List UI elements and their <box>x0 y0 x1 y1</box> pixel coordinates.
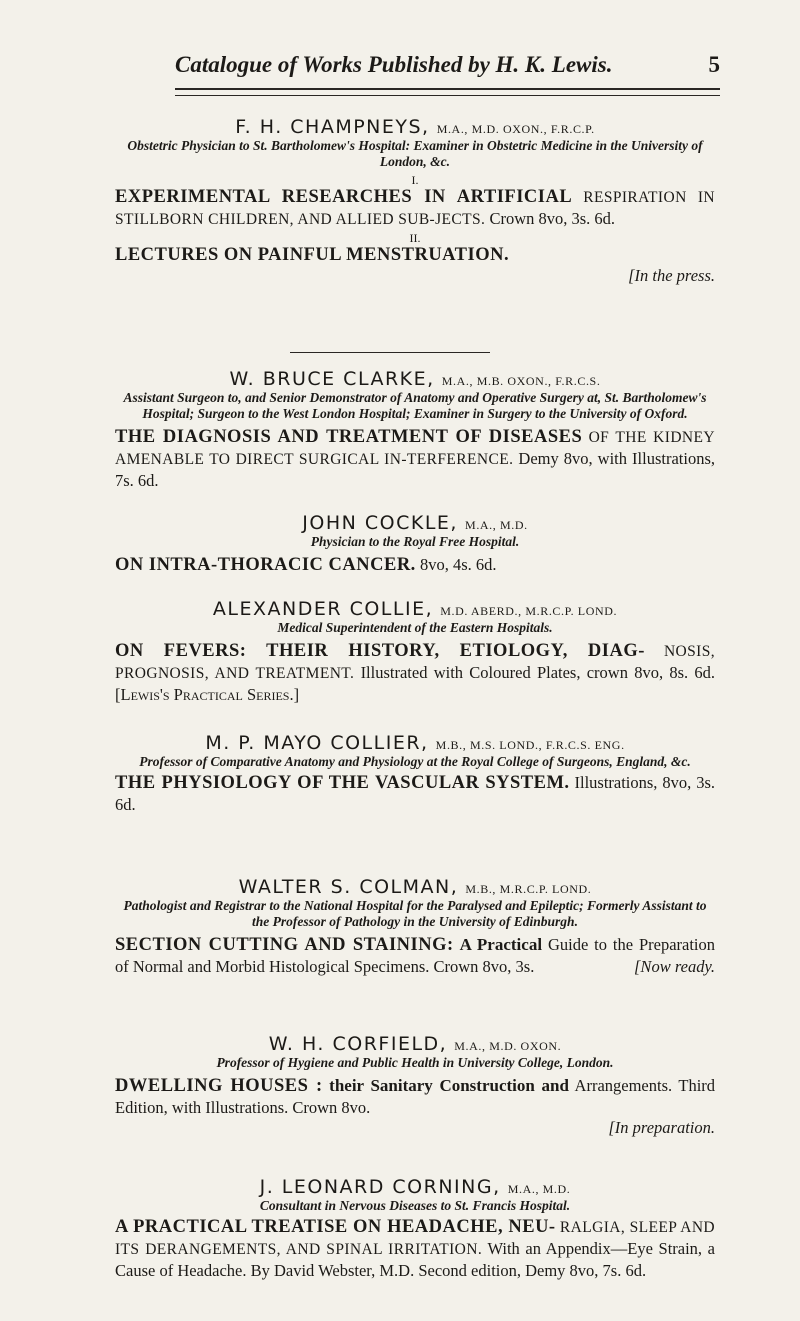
author-name: F. H. CHAMPNEYS, <box>235 116 430 138</box>
work-title: DWELLING HOUSES : <box>115 1076 323 1096</box>
header-rule <box>175 88 720 96</box>
author-name: WALTER S. COLMAN, <box>238 876 459 898</box>
author-name: W. H. CORFIELD, <box>268 1033 448 1055</box>
author-heading <box>115 368 715 390</box>
author-affiliation: Professor of Hygiene and Public Health in University College, London. <box>216 1055 614 1070</box>
work-title-rest: A Practical <box>459 935 543 954</box>
author-heading <box>115 876 715 898</box>
author-name: ALEXANDER COLLIE, <box>212 598 434 620</box>
work-details: Arrangements. Third Edition, with Illustrations. Crown 8vo. <box>115 1076 716 1117</box>
work-subtitle: OF THE KIDNEY AMENABLE TO DIRECT SURGICAL IN-TERFERENCE. <box>115 429 715 468</box>
work-entry <box>115 1075 715 1118</box>
work-number: II. <box>409 231 421 245</box>
work-status: [Now ready. <box>634 957 715 976</box>
work-details: With an Appendix—Eye Strain, a Cause of Headache. By David Webster, M.D. Second edition, Demy 8vo, 7s. 6d. <box>115 1239 715 1280</box>
entry-cockle <box>115 512 715 576</box>
author-degrees: M.A., M.D. <box>465 518 528 532</box>
entry-collie <box>115 598 715 705</box>
work-title-rest: their Sanitary Construction and <box>329 1076 569 1095</box>
author-degrees: M.A., M.D. <box>507 1182 571 1196</box>
running-title: Catalogue of Works Published by H. K. Lewis. <box>175 52 613 77</box>
entry-corning <box>115 1176 715 1281</box>
page-number: 5 <box>708 52 720 77</box>
author-affiliation: Physician to the Royal Free Hospital. <box>310 534 520 549</box>
work-details: Crown 8vo, 3s. 6d. <box>489 209 616 228</box>
author-heading <box>115 116 715 138</box>
author-degrees: M.B., M.R.C.P. LOND. <box>465 882 592 896</box>
work-title: SECTION CUTTING AND STAINING: <box>115 935 454 955</box>
work-status: [In preparation. <box>608 1118 715 1137</box>
author-degrees: M.B., M.S. LOND., F.R.C.S. ENG. <box>435 738 625 752</box>
work-number: I. <box>411 173 419 187</box>
entry-colman <box>115 876 715 977</box>
author-degrees: M.A., M.D. OXON., F.R.C.P. <box>436 122 595 136</box>
work-entry <box>115 186 715 230</box>
work-details: Illustrated with Coloured Plates, crown 8vo, 8s. 6d. <box>360 663 715 682</box>
author-degrees: M.A., M.B. OXON., F.R.C.S. <box>441 374 601 388</box>
author-affiliation: Pathologist and Registrar to the National Hospital for the Paralysed and Epileptic; Formerly Assistant to the Professor of Pathology in the University of Edinburgh. <box>123 898 707 929</box>
work-details: Illustrations, 8vo, 3s. 6d. <box>115 773 715 814</box>
author-heading <box>115 1176 715 1198</box>
author-name: J. LEONARD CORNING, <box>259 1176 501 1198</box>
author-name: JOHN COCKLE, <box>302 512 458 534</box>
author-affiliation: Consultant in Nervous Diseases to St. Francis Hospital. <box>259 1198 571 1213</box>
entry-clarke <box>115 368 715 491</box>
author-name: M. P. MAYO COLLIER, <box>205 732 429 754</box>
work-entry <box>115 244 715 266</box>
work-entry <box>115 772 715 815</box>
work-entry <box>115 640 715 705</box>
author-affiliation: Medical Superintendent of the Eastern Hospitals. <box>277 620 553 635</box>
author-degrees: M.A., M.D. OXON. <box>454 1039 562 1053</box>
entry-corfield <box>115 1033 715 1138</box>
work-subtitle: NOSIS, PROGNOSIS, AND TREATMENT. <box>115 643 716 682</box>
entry-collier <box>115 732 715 815</box>
work-title: A PRACTICAL TREATISE ON HEADACHE, NEU- <box>115 1217 556 1237</box>
work-entry <box>115 426 715 491</box>
author-affiliation: Obstetric Physician to St. Bartholomew's Hospital: Examiner in Obstetric Medicine in the University of London, &c. <box>127 138 703 169</box>
work-subtitle: RALGIA, SLEEP AND ITS DERANGEMENTS, AND SPINAL IRRITATION. <box>115 1219 716 1258</box>
work-title: LECTURES ON PAINFUL MENSTRUATION. <box>115 245 510 265</box>
work-title: THE PHYSIOLOGY OF THE VASCULAR SYSTEM. <box>115 773 570 793</box>
author-name: W. BRUCE CLARKE, <box>229 368 435 390</box>
work-details: Demy 8vo, with Illustrations, 7s. 6d. <box>115 449 716 490</box>
work-title: THE DIAGNOSIS AND TREATMENT OF DISEASES <box>115 427 583 447</box>
author-heading <box>115 1033 715 1055</box>
work-details: Guide to the Preparation of Normal and Morbid Histological Specimens. Crown 8vo, 3s. <box>115 935 716 976</box>
work-title: EXPERIMENTAL RESEARCHES IN ARTIFICIAL <box>115 187 573 207</box>
author-heading <box>115 598 715 620</box>
series-note: [Lewis's Practical Series.] <box>115 685 300 704</box>
author-affiliation: Assistant Surgeon to, and Senior Demonstrator of Anatomy and Operative Surgery at, St. Bartholomew's Hospital; Surgeon to the West London Hospital; Examiner in Surgery to the University of Oxford. <box>123 390 707 421</box>
work-title: ON FEVERS: THEIR HISTORY, ETIOLOGY, DIAG- <box>115 641 645 661</box>
work-entry <box>115 1216 715 1281</box>
work-title: ON INTRA-THORACIC CANCER. <box>115 555 416 575</box>
work-details: 8vo, 4s. 6d. <box>419 555 497 574</box>
author-affiliation: Professor of Comparative Anatomy and Physiology at the Royal College of Surgeons, England, &c. <box>139 754 691 769</box>
work-subtitle: RESPIRATION IN STILLBORN CHILDREN, AND ALLIED SUB-JECTS. <box>115 189 716 228</box>
entry-champneys <box>115 116 715 286</box>
section-rule <box>290 352 490 353</box>
author-heading <box>115 732 715 754</box>
author-degrees: M.D. ABERD., M.R.C.P. LOND. <box>440 604 618 618</box>
work-entry <box>115 554 715 576</box>
author-heading <box>115 512 715 534</box>
work-status: [In the press. <box>628 266 715 285</box>
